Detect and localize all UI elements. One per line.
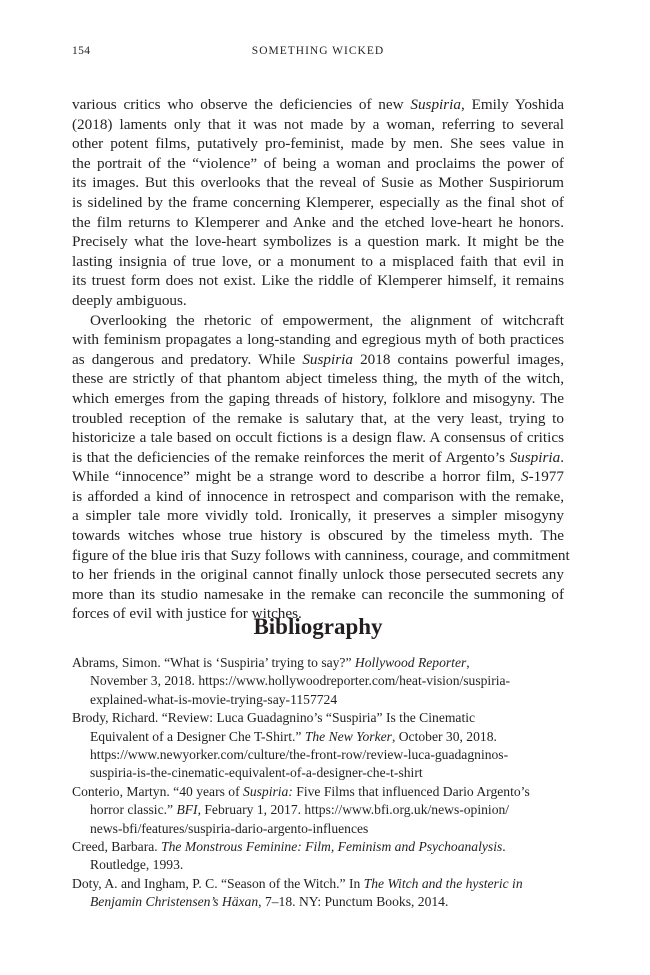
entry-line <box>72 838 564 856</box>
text-line <box>72 487 564 507</box>
text-run: other potent films, putatively pro-feminist, made by men. She sees value in <box>72 135 564 153</box>
text-run: horror classic.” <box>90 802 177 818</box>
text-line <box>72 565 564 585</box>
text-run: is that the deficiencies of the remake reinforces the merit of Argento’s <box>72 448 510 466</box>
entry-line <box>72 783 564 801</box>
text-run: which emerges from the gaping threads of history, folklore and misogyny. The <box>72 389 564 407</box>
text-line <box>72 173 564 193</box>
text-run: news-bfi/features/suspiria-dario-argento-influences <box>90 820 369 836</box>
text-line <box>72 115 564 135</box>
running-head <box>72 45 564 63</box>
body-text <box>72 95 570 624</box>
text-run: these are strictly of that phantom abject timeless thing, the myth of the witch, <box>72 370 564 388</box>
entry-line <box>72 654 564 672</box>
text-run: Precisely what the love-heart symbolizes is a question mark. It might be the <box>72 233 564 251</box>
text-run: Routledge, 1993. <box>90 857 184 873</box>
italic-text: Suspiria <box>302 350 353 368</box>
text-run: deeply ambiguous. <box>72 291 187 309</box>
text-run: towards witches whose true history is obscured by the timeless myth. The <box>72 527 564 545</box>
text-run: its images. But this overlooks that the reveal of Susie as Mother Suspiriorum <box>72 174 564 192</box>
text-run: the portrait of the “violence” of being a woman and proclaims the power of <box>72 154 564 172</box>
text-line <box>72 389 564 409</box>
text-line <box>72 585 564 605</box>
text-run: Overlooking the rhetoric of empowerment, the alignment of witchcraft <box>90 311 564 329</box>
text-run: https://www.newyorker.com/culture/the-front-row/review-luca-guadagninos- <box>90 746 509 762</box>
text-run: troubled reception of the remake is salutary that, at the very least, trying to <box>72 409 564 427</box>
text-line <box>72 271 564 291</box>
bibliography-entry <box>72 654 564 709</box>
entry-line <box>72 764 564 782</box>
text-line <box>72 291 564 311</box>
italic-text: Benjamin Christensen’s Häxan <box>90 894 259 910</box>
text-run: , <box>466 655 470 670</box>
text-run: November 3, 2018. https://www.hollywoodreporter.com/heat-vision/suspiria- <box>90 673 511 689</box>
text-run: a simpler tale more vividly told. Ironically, it preserves a simpler misogyny <box>72 507 564 525</box>
italic-text: The New Yorker <box>304 728 392 744</box>
text-run: lasting insignia of true love, or a monument to a misplaced faith that evil in <box>72 252 564 270</box>
text-run: Abrams, Simon. “What is ‘Suspiria’ trying to say?” <box>72 655 355 670</box>
entry-line <box>72 691 564 709</box>
text-run: 2018 contains powerful images, <box>352 350 564 368</box>
text-line <box>72 252 564 272</box>
text-run: suspiria-is-the-cinematic-equivalent-of-a-designer-che-t-shirt <box>90 765 423 781</box>
text-line <box>72 369 564 389</box>
italic-text: The Witch and the hysteric in <box>363 875 523 891</box>
text-line <box>72 213 564 233</box>
bibliography-entry <box>72 783 564 838</box>
italic-text: Hollywood Reporter <box>354 655 467 670</box>
text-run: , 7–18. NY: Punctum Books, 2014. <box>258 894 449 910</box>
text-run: Five Films that influenced Dario Argento’s <box>292 783 530 799</box>
text-run: . <box>502 838 506 854</box>
text-line <box>72 546 570 566</box>
text-run: , Emily Yoshida <box>461 96 564 113</box>
text-run: more than its studio namesake in the remake can reconcile the summoning of <box>72 585 564 603</box>
italic-text: Suspiria: <box>243 783 293 799</box>
entry-line <box>72 893 564 911</box>
text-run: with feminism propagates a long-standing and egregious myth of both practices <box>72 331 564 349</box>
text-line <box>72 193 564 213</box>
text-run: , February 1, 2017. https://www.bfi.org.uk/news-opinion/ <box>197 802 510 818</box>
text-line <box>72 232 564 252</box>
text-run: to her friends in the original cannot finally unlock those persecuted secrets any <box>72 566 564 584</box>
entry-line <box>72 709 564 727</box>
text-line <box>72 134 564 154</box>
text-run: Brody, Richard. “Review: Luca Guadagnino’s “Suspiria” Is the Cinematic <box>72 710 476 726</box>
text-run: as dangerous and predatory. While <box>72 350 303 368</box>
italic-text: The Monstrous Feminine: Film, Feminism and Psychoanalysis <box>161 838 503 854</box>
page-number: 154 <box>72 45 91 57</box>
text-line <box>72 428 564 448</box>
text-line <box>72 506 564 526</box>
text-run: , October 30, 2018. <box>391 728 497 744</box>
entry-line <box>72 728 564 746</box>
italic-text: S <box>520 468 529 486</box>
text-run: (2018) laments only that it was not made by a woman, referring to several <box>72 115 564 133</box>
italic-text: Suspiria <box>509 448 561 466</box>
text-run: the film returns to Klemperer and Anke and the etched love-heart he honors. <box>72 213 564 231</box>
text-run: its truest form does not exist. Like the riddle of Klemperer himself, it remains <box>72 272 564 290</box>
text-run: Equivalent of a Designer Che T-Shirt.” <box>90 728 305 744</box>
entry-line <box>72 875 564 893</box>
bibliography-entry <box>72 838 564 875</box>
text-line <box>72 311 564 331</box>
italic-text: Suspiria <box>410 96 461 113</box>
text-run: historicize a tale based on occult fictions is a design flaw. A consensus of critics <box>72 429 564 447</box>
entry-line <box>72 746 564 764</box>
text-run: Conterio, Martyn. “40 years of <box>72 783 244 799</box>
bibliography-entry <box>72 709 564 783</box>
text-line <box>72 448 564 468</box>
text-run: Doty, A. and Ingham, P. C. “Season of the Witch.” In <box>72 875 364 891</box>
italic-text: BFI <box>176 802 198 818</box>
text-run: is afforded a kind of innocence in retrospect and comparison with the remake, <box>72 487 564 505</box>
bibliography-entry <box>72 875 564 912</box>
text-run: figure of the blue iris that Suzy follows with canniness, courage, and commitment <box>72 546 570 564</box>
text-run: forces of evil with justice for witches. <box>72 605 302 623</box>
text-line <box>72 330 564 350</box>
text-run: . <box>560 448 564 466</box>
bibliography-heading: Bibliography <box>253 614 383 639</box>
text-run: is sidelined by the frame concerning Klemperer, especially as the final shot of <box>72 193 564 211</box>
running-title: SOMETHING WICKED <box>251 45 385 57</box>
text-run: While “innocence” might be a strange word to describe a horror film, <box>72 468 521 486</box>
text-run: explained-what-is-movie-trying-say-1157724 <box>90 691 338 707</box>
paragraph-2 <box>72 311 570 625</box>
text-line <box>72 350 564 370</box>
entry-line <box>72 856 564 874</box>
text-line <box>72 467 564 487</box>
text-line <box>72 526 564 546</box>
entry-line <box>72 820 564 838</box>
bibliography-list <box>72 654 564 911</box>
paragraph-1 <box>72 95 564 311</box>
text-line <box>72 409 564 429</box>
entry-line <box>72 672 564 690</box>
text-run: Creed, Barbara. <box>72 838 162 854</box>
text-line <box>72 154 564 174</box>
text-line <box>72 95 564 115</box>
entry-line <box>72 801 564 819</box>
text-run: various critics who observe the deficiencies of new <box>72 96 411 113</box>
text-run: -1977 <box>528 468 564 486</box>
